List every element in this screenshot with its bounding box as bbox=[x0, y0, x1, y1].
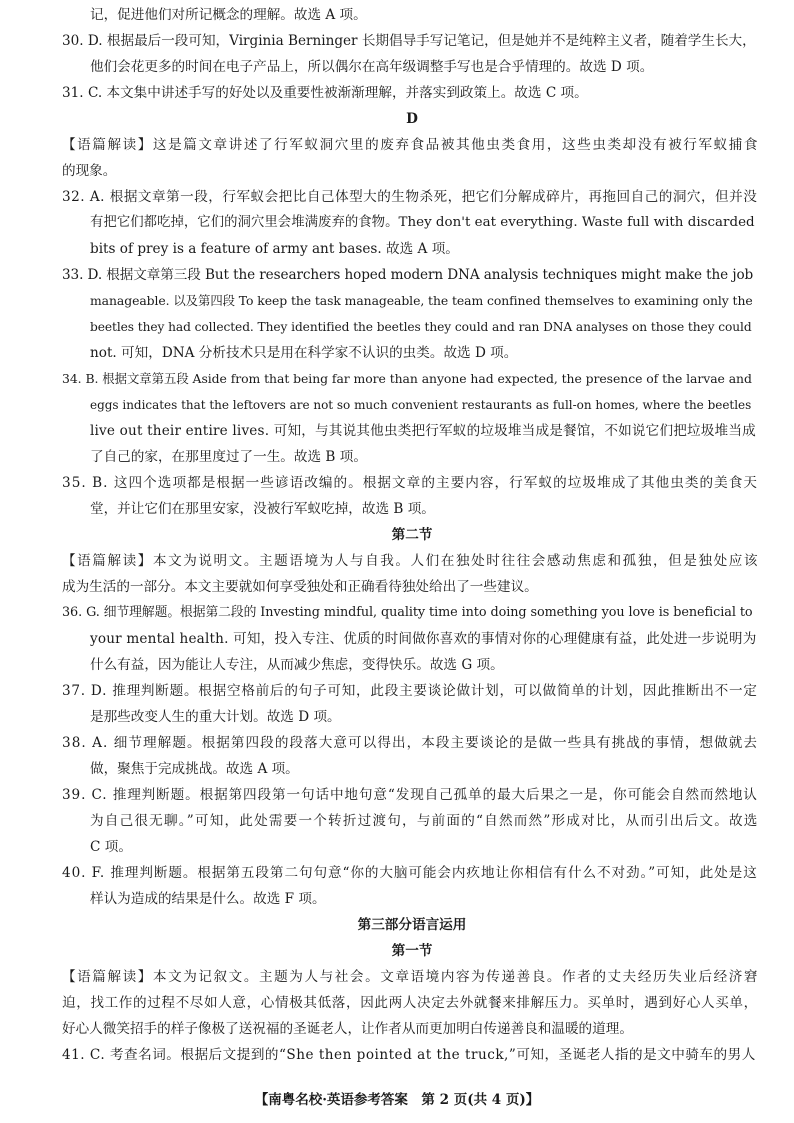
text-line: 记，促进他们对所记概念的理解。故选 A 项。 bbox=[90, 7, 367, 23]
text-line: 32. A. 根据文章第一段，行军蚁会把比自己体型大的生物杀死，把它们分解成碎片，再拖回自己的洞穴，但并没 bbox=[62, 189, 758, 205]
section-heading: D bbox=[406, 111, 418, 127]
text-line: 36. G. 细节理解题。根据第二段的 Investing mindful, quality time into doing something you love is beneficial to bbox=[62, 605, 753, 620]
text-line: 35. B. 这四个选项都是根据一些谚语改编的。根据文章的主要内容，行军蚁的垃圾堆成了其他虫类的美食天 bbox=[62, 475, 759, 491]
text-line: 他们会花更多的时间在电子产品上，所以偶尔在高年级调整手写也是合乎情理的。故选 D 项。 bbox=[90, 59, 654, 75]
text-line: 样认为造成的结果是什么。故选 F 项。 bbox=[90, 891, 326, 907]
text-line: 做，聚焦于完成挑战。故选 A 项。 bbox=[90, 761, 299, 777]
text-line: your mental health. 可知，投入专注、优质的时间做你喜欢的事情对你的心理健康有益，此处进一步说明为 bbox=[90, 631, 757, 647]
text-line: 是那些改变人生的重大计划。故选 D 项。 bbox=[90, 709, 341, 725]
text-line: 迫，找工作的过程不尽如人意，心情极其低落，因此两人决定去外就餐来排解压力。买单时，遇到好心人买单， bbox=[62, 995, 758, 1011]
text-line: bits of prey is a feature of army ant bases. 故选 A 项。 bbox=[90, 241, 459, 257]
text-line: 好心人微笑招手的样子像极了送祝福的圣诞老人，让作者从而更加明白传递善良和温暖的道理。 bbox=[62, 1021, 633, 1037]
text-line: 堂，并让它们在那里安家，没被行军蚁吃掉，故选 B 项。 bbox=[90, 501, 435, 517]
text-line: 34. B. 根据文章第五段 Aside from that being far more than anyone had expected, the presence of the larvae and bbox=[62, 371, 752, 386]
text-line: 41. C. 考查名词。根据后文提到的“She then pointed at the truck,”可知，圣诞老人指的是文中骑车的男人 bbox=[62, 1047, 756, 1063]
text-line: 40. F. 推理判断题。根据第五段第二句句意“你的大脑可能会内疚地让你相信有什么不对劲。”可知，此处是这 bbox=[62, 865, 758, 881]
text-line: live out their entire lives. 可知，与其说其他虫类把行军蚁的垃圾堆当成是餐馆，不如说它们把垃圾堆当成 bbox=[90, 423, 756, 439]
text-line: C 项。 bbox=[90, 839, 132, 855]
text-line: 33. D. 根据文章第三段 But the researchers hoped modern DNA analysis techniques might make the job bbox=[62, 267, 754, 283]
text-line: 【语篇解读】本文为说明文。主题语境为人与自我。人们在独处时往往会感动焦虑和孤独，但是独处应该 bbox=[62, 553, 760, 569]
text-line: 【语篇解读】这是篇文章讲述了行军蚁洞穴里的废弃食品被其他虫类食用，这些虫类却没有被行军蚁捕食 bbox=[62, 137, 760, 153]
section-heading: 第二节 bbox=[391, 527, 433, 543]
text-line: manageable. 以及第四段 To keep the task manageable, the team confined themselves to examining only the bbox=[90, 293, 753, 308]
text-line: 成为生活的一部分。本文主要就如何享受独处和正确看待独处给出了一些建议。 bbox=[62, 579, 538, 595]
text-line: 38. A. 细节理解题。根据第四段的段落大意可以得出，本段主要谈论的是做一些具有挑战的事情，想做就去 bbox=[62, 735, 759, 751]
text-line: 30. D. 根据最后一段可知，Virginia Berninger 长期倡导手写记笔记，但是她并不是纯粹主义者，随着学生长大， bbox=[62, 33, 756, 49]
page-footer: 【南粤名校·英语参考答案 第 2 页(共 4 页)】 bbox=[254, 1092, 540, 1108]
text-line: 37. D. 推理判断题。根据空格前后的句子可知，此段主要谈论做计划，可以做简单的计划，因此推断出不一定 bbox=[62, 683, 758, 699]
text-line: 31. C. 本文集中讲述手写的好处以及重要性被渐渐理解，并落实到政策上。故选 C 项。 bbox=[62, 85, 588, 101]
text-line: 为自己很无聊。”可知，此处需要一个转折过渡句，与前面的“自然而然”形成对比，从而引出后文。故选 bbox=[90, 813, 759, 829]
text-line: 有把它们都吃掉，它们的洞穴里会堆满废弃的食物。They don't eat everything. Waste full with discarded bbox=[90, 215, 755, 230]
text-line: 39. C. 推理判断题。根据第四段第一句话中地句意“发现自己孤单的最大后果之一是，你可能会自然而然地认 bbox=[62, 787, 758, 803]
answer-text-body bbox=[62, 2, 762, 1068]
text-line: eggs indicates that the leftovers are not so much convenient restaurants as full-on homes, where the beetles bbox=[90, 398, 752, 412]
section-heading: 第三部分语言运用 bbox=[357, 917, 467, 933]
text-line: 【语篇解读】本文为记叙文。主题为人与社会。文章语境内容为传递善良。作者的丈夫经历失业后经济窘 bbox=[62, 969, 760, 985]
text-line: 的现象。 bbox=[62, 163, 117, 179]
section-heading: 第一节 bbox=[391, 943, 433, 959]
text-line: not. 可知，DNA 分析技术只是用在科学家不认识的虫类。故选 D 项。 bbox=[90, 345, 518, 361]
text-line: beetles they had collected. They identified the beetles they could and ran DNA analyses on those they could bbox=[90, 320, 752, 334]
text-line: 什么有益，因为能让人专注，从而减少焦虑，变得快乐。故选 G 项。 bbox=[90, 657, 504, 673]
text-line: 了自己的家，在那里度过了一生。故选 B 项。 bbox=[90, 449, 367, 465]
